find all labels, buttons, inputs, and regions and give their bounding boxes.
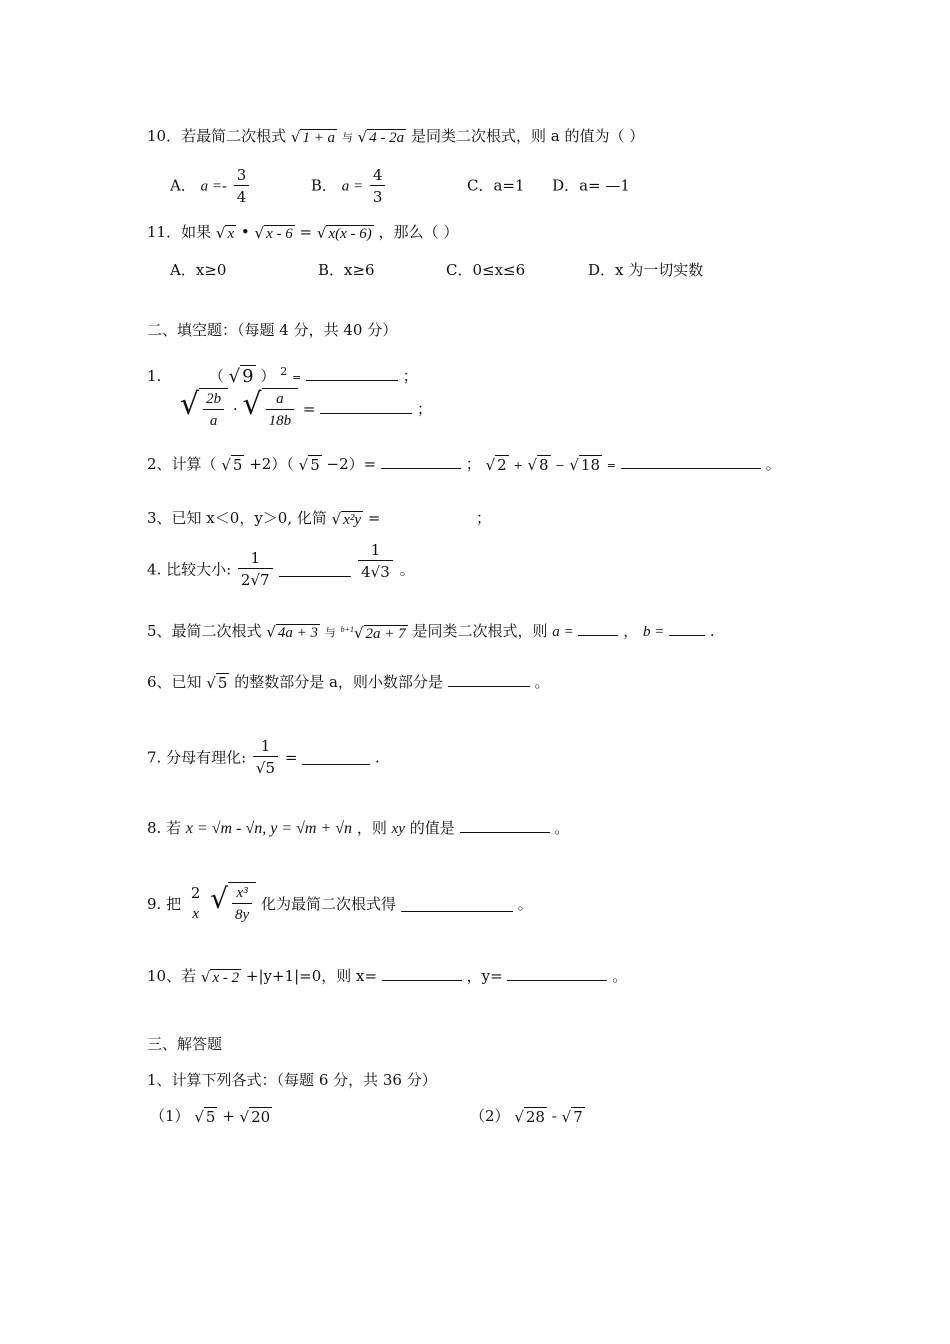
q10-option-a-fraction xyxy=(234,165,250,208)
fill-7 xyxy=(147,736,380,786)
f2-minus: − xyxy=(555,459,565,472)
f8-tail: ，则 xyxy=(356,819,387,837)
q10-mid: 与 xyxy=(341,131,353,144)
f9-rd: 8y xyxy=(235,907,250,923)
fill-1-line-2 xyxy=(180,388,432,438)
f7-end: . xyxy=(374,748,380,767)
s1p1-radical-1: √ 5 xyxy=(194,1108,216,1126)
f9-text: 9. 把 xyxy=(147,895,182,913)
f7-text: 7. 分母有理化: xyxy=(147,748,247,767)
f1-d1: a xyxy=(209,413,218,429)
f2-semi: ； xyxy=(465,455,481,473)
q11-radical-1: √ x xyxy=(215,223,235,242)
section-2-title: 二、填空题：（每题 4 分，共 40 分） xyxy=(147,321,398,339)
q11-option-c: C．0≤x≤6 xyxy=(446,261,526,279)
f5-b: b = xyxy=(642,624,665,640)
f5-blank-b[interactable] xyxy=(669,621,705,636)
q10-option-b-den: 3 xyxy=(372,188,383,206)
question-11 xyxy=(147,222,458,244)
f2-radical-3: √ 2 xyxy=(485,456,507,474)
f9-rad-frac xyxy=(232,883,252,926)
question-10 xyxy=(147,126,644,148)
solve-1-part-2 xyxy=(470,1106,585,1127)
q10-option-b-label: B． xyxy=(310,176,337,195)
f2-radical-1: √ 5 xyxy=(221,456,243,474)
f9-tail: 化为最简二次根式得 xyxy=(261,895,397,913)
q11-eq: = xyxy=(299,223,313,241)
f8-blank[interactable] xyxy=(460,818,550,833)
f10-tail: +|y+1|=0，则 x= xyxy=(245,967,378,985)
f10-y: ，y= xyxy=(466,967,503,985)
f2-p1: +2）（ xyxy=(249,455,294,473)
f10-end: 。 xyxy=(612,967,628,985)
q11-suffix: ，那么（ ） xyxy=(378,223,459,241)
f5-a: a = xyxy=(552,624,574,640)
s1p1-r2: 20 xyxy=(251,1108,271,1126)
f3-eq: = xyxy=(367,509,381,527)
f9-frac xyxy=(188,883,204,925)
f4-frac-1 xyxy=(238,548,273,591)
q11-dot: • xyxy=(240,223,250,241)
q11-option-a: A．x≥0 xyxy=(170,261,227,279)
fill-4 xyxy=(147,541,415,598)
f2-eq: = xyxy=(606,459,616,472)
f9-end: 。 xyxy=(517,895,533,913)
f8-expression: x = √m - √n, y = √m + √n xyxy=(185,820,353,837)
f8-tail2: 的值是 xyxy=(409,819,455,837)
s1p1-radical-2: √ 20 xyxy=(239,1108,271,1126)
s1p2-minus: - xyxy=(551,1107,557,1125)
f1-rad-arg: 9 xyxy=(242,366,254,387)
f2-end: 。 xyxy=(765,455,781,473)
f3-text: 3、已知 x＜0，y＞0, 化简 xyxy=(147,509,327,527)
fill-9 xyxy=(147,882,533,932)
f7-blank[interactable] xyxy=(302,750,370,765)
f2-plus: + xyxy=(513,459,523,472)
q10-option-b-lhs: a = xyxy=(341,178,364,195)
q10-radical-1: √ 1 + a xyxy=(290,127,336,146)
q11-r2: x - 6 xyxy=(266,225,293,242)
s1p2-r2: 7 xyxy=(573,1108,583,1126)
f2-p2: −2）= xyxy=(326,455,377,473)
f6-end: 。 xyxy=(534,673,550,691)
f2-blank-2[interactable] xyxy=(621,454,761,469)
f5-radical-2: $^{b+1}$√ 2a + 7 xyxy=(340,624,406,642)
f5-mid: 与 xyxy=(324,626,336,639)
f2-r4: 8 xyxy=(539,456,549,474)
fill-1-line-1 xyxy=(147,362,418,388)
f3-semi: ； xyxy=(475,509,491,527)
f7-num: 1 xyxy=(253,736,278,757)
solve-1-title: 1、计算下列各式：（每题 6 分，共 36 分） xyxy=(147,1071,437,1089)
f10-rad: x - 2 xyxy=(212,969,240,986)
f5-end: . xyxy=(709,622,715,640)
q11-prefix: 11．如果 xyxy=(147,223,212,241)
fill-5 xyxy=(147,620,715,644)
f1-blank-2[interactable] xyxy=(320,399,412,414)
q10-option-b-num: 4 xyxy=(370,165,386,186)
q10-option-a-label: A． xyxy=(170,176,196,195)
f1-frac-1 xyxy=(203,389,224,432)
q10-rad1-arg: 1 + a xyxy=(302,129,336,146)
f2-r5: 18 xyxy=(580,456,600,474)
f1-d2: 18b xyxy=(268,413,292,429)
f4-frac-2 xyxy=(358,540,393,583)
f3-rad: x²y xyxy=(343,511,362,528)
q11-radical-3: √ x(x - 6) xyxy=(316,223,372,242)
s1p1-label: （1） xyxy=(150,1107,190,1125)
fill-8 xyxy=(147,818,569,839)
f7-frac xyxy=(253,736,278,779)
f10-blank-y[interactable] xyxy=(507,966,607,981)
f4-n1: 1 xyxy=(238,548,273,569)
f10-radical: √ x - 2 xyxy=(200,967,240,986)
f6-tail: 的整数部分是 a，则小数部分是 xyxy=(234,673,443,691)
f7-den: √5 xyxy=(255,759,276,777)
s1p2-radical-2: √ 7 xyxy=(561,1108,583,1126)
f8-text: 8. 若 xyxy=(147,819,182,837)
f2-r1: 5 xyxy=(232,456,243,474)
f2-label: 2、计算（ xyxy=(147,455,217,473)
f1-blank-1[interactable] xyxy=(306,366,398,381)
f1-eq2: = xyxy=(302,400,316,418)
q10-suffix: 是同类二次根式，则 a 的值为（ ） xyxy=(410,127,645,145)
s1p1-r1: 5 xyxy=(205,1108,216,1126)
f9-n: 2 xyxy=(190,884,201,902)
f1-radical: √ 9 xyxy=(228,366,254,387)
q11-option-b: B．x≥6 xyxy=(318,261,375,279)
f7-eq: = xyxy=(284,748,298,767)
q10-options xyxy=(170,165,630,209)
f1-semi: ； xyxy=(402,367,418,385)
f5-r2: 2a + 7 xyxy=(365,626,406,642)
f4-n2: 1 xyxy=(358,540,393,561)
s1p2-radical-1: √ 28 xyxy=(514,1108,545,1126)
f1-n1: 2b xyxy=(203,389,224,410)
f4-d1: 2√7 xyxy=(240,571,270,589)
f9-d: x xyxy=(192,906,199,922)
f1-radical-3: √ $\frac{a}{18b}$ xyxy=(242,388,298,432)
f1-semi2: ； xyxy=(417,400,433,418)
f1-radical-2: √ $\frac{2b}{a}$ xyxy=(180,388,228,432)
f1-dot: · xyxy=(232,400,238,418)
f1-n2: a xyxy=(266,389,295,410)
f8-xy: xy xyxy=(391,821,405,837)
fill-2 xyxy=(147,454,781,476)
q10-radical-2: √ 4 - 2a xyxy=(357,127,405,146)
f1-sup: 2 xyxy=(280,365,288,378)
f2-r3: 2 xyxy=(497,456,507,474)
f5-comma: ， xyxy=(623,622,639,640)
fill-6 xyxy=(147,672,550,693)
s1p2-r1: 28 xyxy=(525,1108,545,1126)
f6-radical: √ 5 xyxy=(206,674,228,692)
q11-option-d: D．x 为一切实数 xyxy=(588,261,704,279)
q10-option-a-lhs: a =- xyxy=(200,178,227,195)
f4-d2: 4√3 xyxy=(361,563,390,581)
q11-radical-2: √ x - 6 xyxy=(254,223,293,242)
fill-10 xyxy=(147,966,627,988)
section-3-title: 三、解答题 xyxy=(147,1035,223,1053)
f1-frac-2 xyxy=(266,389,295,432)
f4-end: 。 xyxy=(399,560,415,579)
f2-radical-2: √ 5 xyxy=(298,456,320,474)
f9-blank[interactable] xyxy=(401,897,513,912)
fill-3 xyxy=(147,508,491,530)
f1-label: 1. xyxy=(147,367,162,385)
f6-blank[interactable] xyxy=(448,672,530,687)
f2-radical-4: √ 8 xyxy=(527,456,549,474)
f5-text: 5、最简二次根式 xyxy=(147,622,262,640)
f3-radical: √ x²y xyxy=(331,509,362,528)
f5-blank-a[interactable] xyxy=(578,621,618,636)
f6-rad: 5 xyxy=(217,674,228,692)
f1-lparen: （ xyxy=(208,367,224,385)
f9-radical: √ $\frac{\text{x³}}{8y}$ xyxy=(210,882,256,926)
f4-blank[interactable] xyxy=(279,562,351,577)
f5-radical-1: √ 4a + 3 xyxy=(266,622,319,641)
q10-option-a-den: 4 xyxy=(236,188,247,206)
q10-option-c: C．a=1 xyxy=(466,176,525,195)
f6-text: 6、已知 xyxy=(147,673,202,691)
f2-radical-5: √ 18 xyxy=(569,456,600,474)
f8-end: 。 xyxy=(554,819,570,837)
f10-text: 10、若 xyxy=(147,967,197,985)
f5-index: b+1 xyxy=(340,625,354,634)
q10-option-a-num: 3 xyxy=(234,165,250,186)
f4-text: 4. 比较大小: xyxy=(147,560,232,579)
solve-1-part-1 xyxy=(150,1106,272,1127)
f1-eq: = xyxy=(291,371,302,384)
f9-rn: x³ xyxy=(232,883,252,904)
f2-r2: 5 xyxy=(310,456,320,474)
f5-r1: 4a + 3 xyxy=(277,624,319,641)
f2-blank-1[interactable] xyxy=(381,454,461,469)
s1p1-plus: + xyxy=(222,1107,235,1125)
q10-option-b-fraction xyxy=(370,165,386,208)
q10-rad2-arg: 4 - 2a xyxy=(369,129,405,146)
q11-r3: x(x - 6) xyxy=(328,225,372,242)
s1p2-label: （2） xyxy=(470,1107,510,1125)
q10-prefix: 10．若最简二次根式 xyxy=(147,127,287,145)
f10-blank-x[interactable] xyxy=(382,966,462,981)
q11-r1: x xyxy=(227,225,235,242)
q10-option-d: D．a= —1 xyxy=(552,176,630,195)
f1-rparen: ） xyxy=(260,367,276,385)
f5-tail: 是同类二次根式，则 xyxy=(412,622,548,640)
